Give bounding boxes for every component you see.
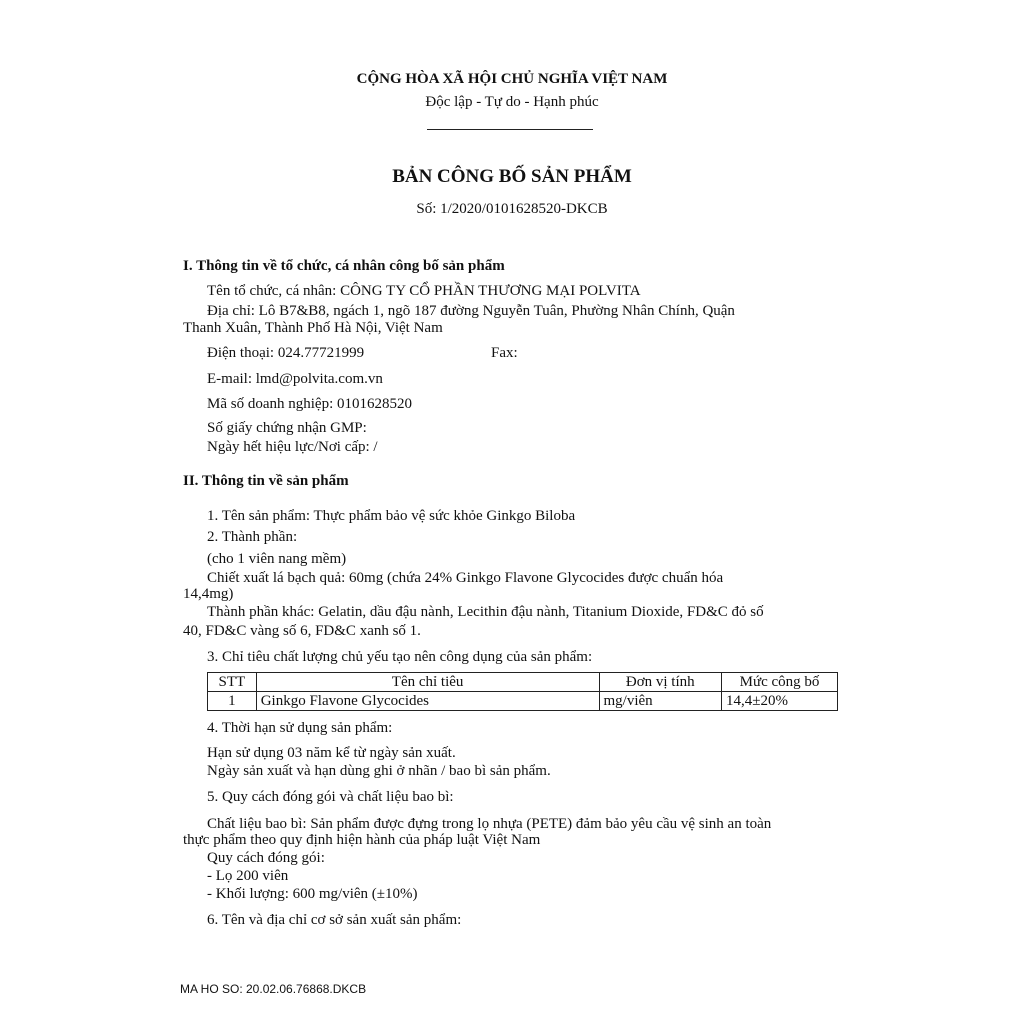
extract-line1: Chiết xuất lá bạch quả: 60mg (chứa 24% Ginkgo Flavone Glycocides được chuẩn hóa bbox=[207, 570, 724, 586]
org-name: Tên tổ chức, cá nhân: CÔNG TY CỔ PHẦN THƯƠNG MẠI POLVITA bbox=[207, 283, 641, 299]
quality-table bbox=[207, 672, 838, 711]
header-divider bbox=[427, 129, 593, 130]
motto: Độc lập - Tự do - Hạnh phúc bbox=[425, 94, 599, 110]
per-unit-note: (cho 1 viên nang mềm) bbox=[207, 551, 347, 567]
record-code: MA HO SO: 20.02.06.76868.DKCB bbox=[180, 982, 367, 996]
column-header-unit: Đơn vị tính bbox=[599, 673, 722, 692]
business-code: Mã số doanh nghiệp: 0101628520 bbox=[207, 396, 412, 412]
table-header-row bbox=[208, 673, 838, 692]
address-line1: Địa chỉ: Lô B7&B8, ngách 1, ngõ 187 đường Nguyễn Tuân, Phường Nhân Chính, Quận bbox=[207, 303, 735, 319]
ingredients-heading: 2. Thành phần: bbox=[207, 529, 298, 545]
manufacturer-heading: 6. Tên và địa chỉ cơ sở sản xuất sản phẩm: bbox=[207, 912, 462, 928]
phone: Điện thoại: 024.77721999 bbox=[207, 345, 365, 361]
address-line2: Thanh Xuân, Thành Phố Hà Nội, Việt Nam bbox=[183, 320, 443, 336]
extract-line2: 14,4mg) bbox=[183, 586, 234, 602]
quality-criteria-heading: 3. Chỉ tiêu chất lượng chủ yếu tạo nên công dụng của sản phẩm: bbox=[207, 649, 593, 665]
column-header-stt: STT bbox=[208, 673, 257, 692]
packing-item2: - Khối lượng: 600 mg/viên (±10%) bbox=[207, 886, 418, 902]
column-header-criteria: Tên chỉ tiêu bbox=[256, 673, 599, 692]
expiry-issuer: Ngày hết hiệu lực/Nơi cấp: / bbox=[207, 439, 378, 455]
cell-stt: 1 bbox=[208, 692, 257, 711]
column-header-level: Mức công bố bbox=[722, 673, 838, 692]
other-ingredients-line1: Thành phần khác: Gelatin, dầu đậu nành, Lecithin đậu nành, Titanium Dioxide, FD&C đỏ số bbox=[207, 604, 764, 620]
other-ingredients-line2: 40, FD&C vàng số 6, FD&C xanh số 1. bbox=[183, 623, 421, 639]
product-name: 1. Tên sản phẩm: Thực phẩm bảo vệ sức khỏe Ginkgo Biloba bbox=[207, 508, 576, 524]
fax: Fax: bbox=[491, 345, 518, 361]
cell-unit: mg/viên bbox=[599, 692, 722, 711]
packaging-heading: 5. Quy cách đóng gói và chất liệu bao bì: bbox=[207, 789, 454, 805]
packing-item1: - Lọ 200 viên bbox=[207, 868, 289, 884]
cell-level: 14,4±20% bbox=[722, 692, 838, 711]
shelf-life-line2: Ngày sản xuất và hạn dùng ghi ở nhãn / bao bì sản phẩm. bbox=[207, 763, 551, 779]
shelf-life-heading: 4. Thời hạn sử dụng sản phẩm: bbox=[207, 720, 393, 736]
section2-heading: II. Thông tin về sản phẩm bbox=[183, 473, 349, 489]
table-row bbox=[208, 692, 838, 711]
email: E-mail: lmd@polvita.com.vn bbox=[207, 371, 383, 387]
shelf-life-line1: Hạn sử dụng 03 năm kể từ ngày sản xuất. bbox=[207, 745, 456, 761]
material-line1: Chất liệu bao bì: Sản phẩm được đựng trong lọ nhựa (PETE) đảm bảo yêu cầu vệ sinh an toàn bbox=[207, 816, 772, 832]
section1-heading: I. Thông tin về tổ chức, cá nhân công bố sản phẩm bbox=[183, 258, 505, 274]
packing-spec-heading: Quy cách đóng gói: bbox=[207, 850, 325, 866]
document-title: BẢN CÔNG BỐ SẢN PHẨM bbox=[392, 166, 632, 187]
material-line2: thực phẩm theo quy định hiện hành của pháp luật Việt Nam bbox=[183, 832, 541, 848]
document-number: Số: 1/2020/0101628520-DKCB bbox=[416, 201, 608, 217]
cell-criteria: Ginkgo Flavone Glycocides bbox=[256, 692, 599, 711]
gmp-certificate: Số giấy chứng nhận GMP: bbox=[207, 420, 367, 436]
nation-heading: CỘNG HÒA XÃ HỘI CHỦ NGHĨA VIỆT NAM bbox=[356, 71, 668, 87]
